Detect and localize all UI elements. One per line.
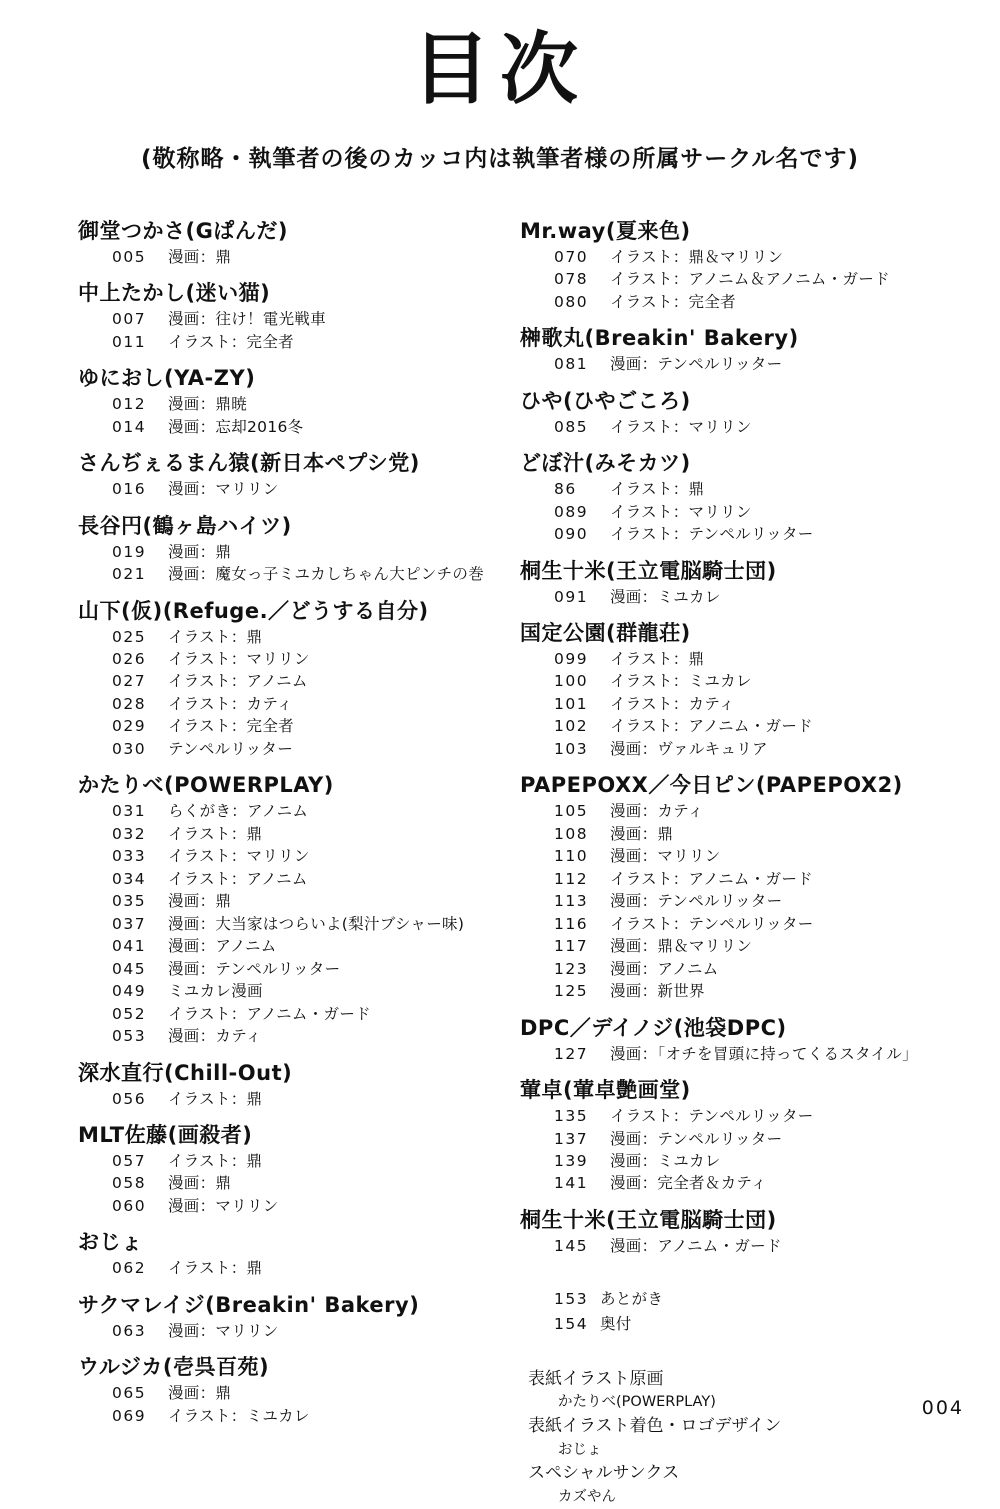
toc-entry[interactable] — [112, 1382, 492, 1404]
entry-page-number: 007 — [112, 310, 147, 329]
entry-page-number: 034 — [112, 869, 147, 888]
entry-page-number: 091 — [554, 587, 589, 606]
toc-entry[interactable] — [112, 715, 492, 737]
entry-page-number: 101 — [554, 694, 589, 713]
author-heading: かたりべ(POWERPLAY) — [78, 773, 334, 798]
entry-page-number: 113 — [554, 892, 589, 911]
entry-page-number: 86 — [554, 480, 577, 499]
entry-description: 漫画：完全者＆カティ — [610, 1174, 767, 1193]
entry-description: 漫画：ミユカレ — [610, 1151, 721, 1170]
entry-description: イラスト：アノニム — [168, 672, 308, 691]
entry-description: 漫画：マリリン — [610, 847, 721, 866]
entry-description: 漫画：テンペルリッター — [610, 892, 783, 911]
toc-entry[interactable] — [112, 246, 492, 268]
credit-name: おじょ — [558, 1441, 602, 1458]
entry-description: イラスト：アノニム・ガード — [610, 869, 813, 888]
toc-entry[interactable] — [554, 868, 930, 890]
author-heading: 榊歌丸(Breakin' Bakery) — [520, 326, 799, 351]
toc-entry[interactable] — [112, 308, 492, 330]
author-heading: ウルジカ(壱呉百苑) — [78, 1355, 270, 1380]
toc-entry[interactable] — [554, 501, 930, 523]
entry-page-number: 056 — [112, 1089, 147, 1108]
author-heading: 山下(仮)(Refuge.／どうする自分) — [78, 598, 429, 623]
toc-entry[interactable] — [112, 416, 492, 438]
toc-entry[interactable] — [112, 845, 492, 867]
credit-name: かたりべ(POWERPLAY) — [558, 1394, 716, 1411]
entry-page-number: 045 — [112, 959, 147, 978]
toc-entry[interactable] — [554, 478, 930, 500]
toc-entry[interactable] — [112, 541, 492, 563]
entry-description: 漫画：アノニム — [610, 959, 719, 978]
entry-page-number: 154 — [554, 1315, 589, 1334]
entry-page-number: 041 — [112, 937, 147, 956]
entry-page-number: 062 — [112, 1259, 147, 1278]
entry-page-number: 027 — [112, 672, 147, 691]
entry-description: イラスト：マリリン — [610, 417, 752, 436]
entry-page-number: 099 — [554, 650, 589, 669]
entry-page-number: 031 — [112, 802, 147, 821]
toc-entry[interactable] — [554, 1150, 930, 1172]
page-subtitle-note: (敬称略・執筆者の後のカッコ内は執筆者様の所属サークル名です) — [140, 145, 860, 172]
entry-description: イラスト：マリリン — [168, 650, 310, 669]
entry-page-number: 112 — [554, 869, 589, 888]
author-heading: 桐生十米(王立電脳騎士団) — [520, 1207, 777, 1232]
entry-page-number: 057 — [112, 1151, 147, 1170]
toc-entry[interactable] — [554, 823, 930, 845]
toc-entry[interactable] — [554, 715, 930, 737]
toc-entry[interactable] — [554, 935, 930, 957]
toc-entry[interactable] — [112, 913, 492, 935]
entry-page-number: 070 — [554, 247, 589, 266]
entry-description: イラスト：ミユカレ — [168, 1406, 310, 1425]
entry-description: イラスト：カティ — [610, 694, 735, 713]
entry-description: 漫画：鼎＆マリリン — [610, 937, 753, 956]
entry-page-number: 005 — [112, 247, 147, 266]
entry-description: 漫画：カティ — [168, 1027, 262, 1046]
author-heading: MLT佐藤(画殺者) — [78, 1122, 253, 1147]
author-heading: 中上たかし(迷い猫) — [78, 281, 271, 306]
toc-entry[interactable] — [554, 1235, 930, 1257]
entry-description: 漫画：鼎 — [168, 1174, 232, 1193]
toc-entry[interactable] — [112, 1172, 492, 1194]
entry-page-number: 080 — [554, 292, 589, 311]
toc-entry[interactable] — [112, 1320, 492, 1342]
entry-description: 漫画：ミユカレ — [610, 587, 721, 606]
entry-description: 漫画：カティ — [610, 802, 704, 821]
author-heading: さんぢぇるまん猿(新日本ペプシ党) — [78, 451, 420, 476]
toc-entry[interactable] — [112, 823, 492, 845]
entry-description: イラスト：鼎 — [168, 1151, 263, 1170]
toc-entry[interactable] — [554, 958, 930, 980]
entry-page-number: 035 — [112, 892, 147, 911]
entry-page-number: 145 — [554, 1236, 589, 1255]
toc-entry[interactable] — [554, 845, 930, 867]
entry-description: 漫画：大当家はつらいよ(梨汁ブシャー味) — [168, 914, 465, 933]
toc-column-left — [78, 215, 504, 1509]
entry-description: イラスト：鼎 — [168, 824, 263, 843]
entry-page-number: 049 — [112, 982, 147, 1001]
entry-description: イラスト：鼎＆マリリン — [610, 247, 784, 266]
entry-description: イラスト：ミユカレ — [610, 672, 752, 691]
entry-page-number: 116 — [554, 914, 589, 933]
entry-description: 漫画：忘却2016冬 — [168, 417, 304, 436]
author-heading: 長谷円(鶴ヶ島ハイツ) — [78, 513, 292, 538]
toc-entry[interactable] — [112, 478, 492, 500]
toc-entry[interactable] — [112, 1405, 492, 1427]
toc-entry[interactable] — [554, 1128, 930, 1150]
credit-heading: スペシャルサンクス — [528, 1463, 680, 1484]
author-heading: ゆにおし(YA-ZY) — [78, 366, 256, 391]
entry-page-number: 127 — [554, 1044, 589, 1063]
entry-description: イラスト：アノニム・ガード — [168, 1004, 371, 1023]
entry-page-number: 085 — [554, 417, 589, 436]
toc-entry[interactable] — [112, 1195, 492, 1217]
entry-description: イラスト：鼎 — [168, 1089, 263, 1108]
toc-entry[interactable] — [554, 586, 930, 608]
toc-entry[interactable] — [554, 1312, 930, 1337]
toc-entry[interactable] — [554, 523, 930, 545]
entry-description: 漫画：テンペルリッター — [168, 959, 341, 978]
entry-description: あとがき — [600, 1290, 664, 1309]
entry-page-number: 030 — [112, 739, 147, 758]
entry-description: イラスト：完全者 — [610, 292, 736, 311]
toc-entry[interactable] — [554, 890, 930, 912]
toc-entry[interactable] — [112, 648, 492, 670]
entry-description: イラスト：鼎 — [168, 1259, 263, 1278]
entry-description: 漫画：マリリン — [168, 480, 279, 499]
toc-entry[interactable] — [112, 958, 492, 980]
toc-entry[interactable] — [112, 800, 492, 822]
entry-page-number: 110 — [554, 847, 589, 866]
entry-page-number: 100 — [554, 672, 589, 691]
entry-page-number: 019 — [112, 542, 147, 561]
entry-description: 漫画：魔女っ子ミユカしちゃん大ピンチの巻 — [168, 565, 485, 584]
toc-entry[interactable] — [554, 416, 930, 438]
entry-description: 漫画：新世界 — [610, 982, 705, 1001]
entry-page-number: 081 — [554, 355, 589, 374]
entry-page-number: 137 — [554, 1129, 589, 1148]
entry-page-number: 102 — [554, 717, 589, 736]
entry-description: イラスト：鼎 — [610, 480, 705, 499]
entry-page-number: 025 — [112, 627, 147, 646]
toc-entry[interactable] — [554, 246, 930, 268]
entry-description: イラスト：アノニム・ガード — [610, 717, 813, 736]
entry-description: らくがき：アノニム — [168, 802, 309, 821]
entry-page-number: 090 — [554, 525, 589, 544]
entry-description: イラスト：テンペルリッター — [610, 914, 814, 933]
toc-entry[interactable] — [554, 353, 930, 375]
entry-page-number: 125 — [554, 982, 589, 1001]
entry-description: 漫画：鼎 — [610, 824, 674, 843]
entry-page-number: 078 — [554, 270, 589, 289]
entry-description: イラスト：テンペルリッター — [610, 1107, 814, 1126]
toc-entry[interactable] — [554, 913, 930, 935]
entry-description: 漫画：マリリン — [168, 1196, 279, 1215]
entry-page-number: 153 — [554, 1290, 589, 1309]
entry-description: イラスト：テンペルリッター — [610, 525, 814, 544]
toc-entry[interactable] — [112, 935, 492, 957]
entry-description: 漫画：マリリン — [168, 1321, 279, 1340]
entry-page-number: 105 — [554, 802, 589, 821]
entry-description: 漫画：アノニム・ガード — [610, 1236, 782, 1255]
toc-entry[interactable] — [112, 1257, 492, 1279]
author-heading: ひや(ひやごころ) — [520, 388, 691, 413]
toc-entry[interactable] — [112, 393, 492, 415]
toc-entry[interactable] — [112, 626, 492, 648]
entry-page-number: 065 — [112, 1384, 147, 1403]
entry-description: 漫画：鼎 — [168, 542, 232, 561]
entry-description: イラスト：完全者 — [168, 717, 294, 736]
toc-entry[interactable] — [112, 331, 492, 353]
entry-page-number: 033 — [112, 847, 147, 866]
author-heading: Mr.way(夏来色) — [520, 218, 691, 243]
toc-entry[interactable] — [112, 1088, 492, 1110]
entry-page-number: 103 — [554, 739, 589, 758]
entry-page-number: 037 — [112, 914, 147, 933]
toc-page — [0, 25, 1000, 1505]
entry-page-number: 016 — [112, 480, 147, 499]
credits-block — [528, 1367, 930, 1509]
toc-entry[interactable] — [554, 648, 930, 670]
entry-description: ミユカレ漫画 — [168, 982, 263, 1001]
entry-page-number: 014 — [112, 417, 147, 436]
author-heading: DPC／デイノジ(池袋DPC) — [520, 1015, 787, 1040]
toc-entry[interactable] — [554, 980, 930, 1002]
toc-entry[interactable] — [554, 1172, 930, 1194]
entry-page-number: 029 — [112, 717, 147, 736]
toc-entry[interactable] — [554, 800, 930, 822]
entry-page-number: 032 — [112, 824, 147, 843]
entry-description: 漫画：テンペルリッター — [610, 1129, 783, 1148]
toc-entry[interactable] — [112, 738, 492, 760]
entry-description: 漫画：鼎暁 — [168, 395, 248, 414]
author-heading: 国定公園(群龍荘) — [520, 621, 691, 646]
entry-description: テンペルリッター — [168, 739, 294, 758]
toc-entry[interactable] — [112, 563, 492, 585]
toc-entry[interactable] — [554, 291, 930, 313]
toc-columns — [0, 215, 1000, 1509]
entry-page-number: 108 — [554, 824, 589, 843]
author-heading: 葷卓(葷卓艶画堂) — [520, 1078, 691, 1103]
entry-page-number: 141 — [554, 1174, 589, 1193]
toc-entry[interactable] — [554, 1287, 930, 1312]
page-title: 目次 — [411, 25, 588, 115]
entry-description: 漫画：往け！電光戦車 — [168, 310, 327, 329]
entry-description: イラスト：完全者 — [168, 332, 294, 351]
entry-page-number: 060 — [112, 1196, 147, 1215]
entry-description: 漫画：鼎 — [168, 247, 232, 266]
entry-page-number: 089 — [554, 502, 589, 521]
toc-entry[interactable] — [112, 670, 492, 692]
entry-description: 漫画：鼎 — [168, 892, 232, 911]
tail-entries — [554, 1287, 930, 1337]
toc-column-right — [504, 215, 930, 1509]
author-heading: おじょ — [78, 1230, 143, 1255]
entry-page-number: 058 — [112, 1174, 147, 1193]
toc-entry[interactable] — [554, 1043, 930, 1065]
entry-description: 漫画：アノニム — [168, 937, 277, 956]
page-number: 004 — [921, 1397, 964, 1419]
entry-description: イラスト：アノニム — [168, 869, 308, 888]
entry-description: イラスト：アノニム＆アノニム・ガード — [610, 270, 890, 289]
entry-page-number: 052 — [112, 1004, 147, 1023]
credit-name: カズやん — [558, 1488, 616, 1505]
credit-heading: 表紙イラスト着色・ロゴデザイン — [528, 1416, 782, 1437]
entry-description: 漫画：ヴァルキュリア — [610, 739, 768, 758]
entry-description: イラスト：鼎 — [168, 627, 263, 646]
author-heading: どぼ汁(みそカツ) — [520, 451, 691, 476]
author-heading: サクマレイジ(Breakin' Bakery) — [78, 1292, 420, 1317]
entry-page-number: 053 — [112, 1027, 147, 1046]
toc-entry[interactable] — [112, 890, 492, 912]
author-heading: 桐生十米(王立電脳騎士団) — [520, 558, 777, 583]
credit-heading: 表紙イラスト原画 — [528, 1368, 664, 1389]
toc-entry[interactable] — [112, 1025, 492, 1047]
entry-page-number: 139 — [554, 1151, 589, 1170]
toc-entry[interactable] — [112, 980, 492, 1002]
entry-page-number: 021 — [112, 565, 147, 584]
entry-description: イラスト：マリリン — [168, 847, 310, 866]
toc-entry[interactable] — [112, 693, 492, 715]
author-heading: 御堂つかさ(Gぱんだ) — [78, 218, 288, 243]
entry-page-number: 117 — [554, 937, 589, 956]
toc-entry[interactable] — [554, 693, 930, 715]
entry-page-number: 012 — [112, 395, 147, 414]
entry-page-number: 123 — [554, 959, 589, 978]
entry-description: 奥付 — [600, 1315, 632, 1334]
entry-description: 漫画：テンペルリッター — [610, 355, 783, 374]
author-heading: PAPEPOXX／今日ピン(PAPEPOX2) — [520, 773, 903, 798]
toc-entry[interactable] — [112, 1003, 492, 1025]
entry-description: イラスト：カティ — [168, 694, 293, 713]
toc-entry[interactable] — [554, 1105, 930, 1127]
entry-page-number: 063 — [112, 1321, 147, 1340]
entry-description: 漫画：鼎 — [168, 1384, 232, 1403]
author-heading: 深水直行(Chill-Out) — [78, 1060, 293, 1085]
entry-page-number: 026 — [112, 650, 147, 669]
toc-entry[interactable] — [554, 738, 930, 760]
entry-page-number: 069 — [112, 1406, 147, 1425]
entry-description: イラスト：鼎 — [610, 650, 705, 669]
toc-entry[interactable] — [112, 868, 492, 890]
entry-page-number: 135 — [554, 1107, 589, 1126]
toc-entry[interactable] — [112, 1150, 492, 1172]
entry-description: イラスト：マリリン — [610, 502, 752, 521]
entry-page-number: 028 — [112, 694, 147, 713]
entry-description: 漫画：「オチを冒頭に持ってくるスタイル」 — [610, 1044, 918, 1063]
entry-page-number: 011 — [112, 332, 147, 351]
toc-entry[interactable] — [554, 670, 930, 692]
toc-entry[interactable] — [554, 268, 930, 290]
